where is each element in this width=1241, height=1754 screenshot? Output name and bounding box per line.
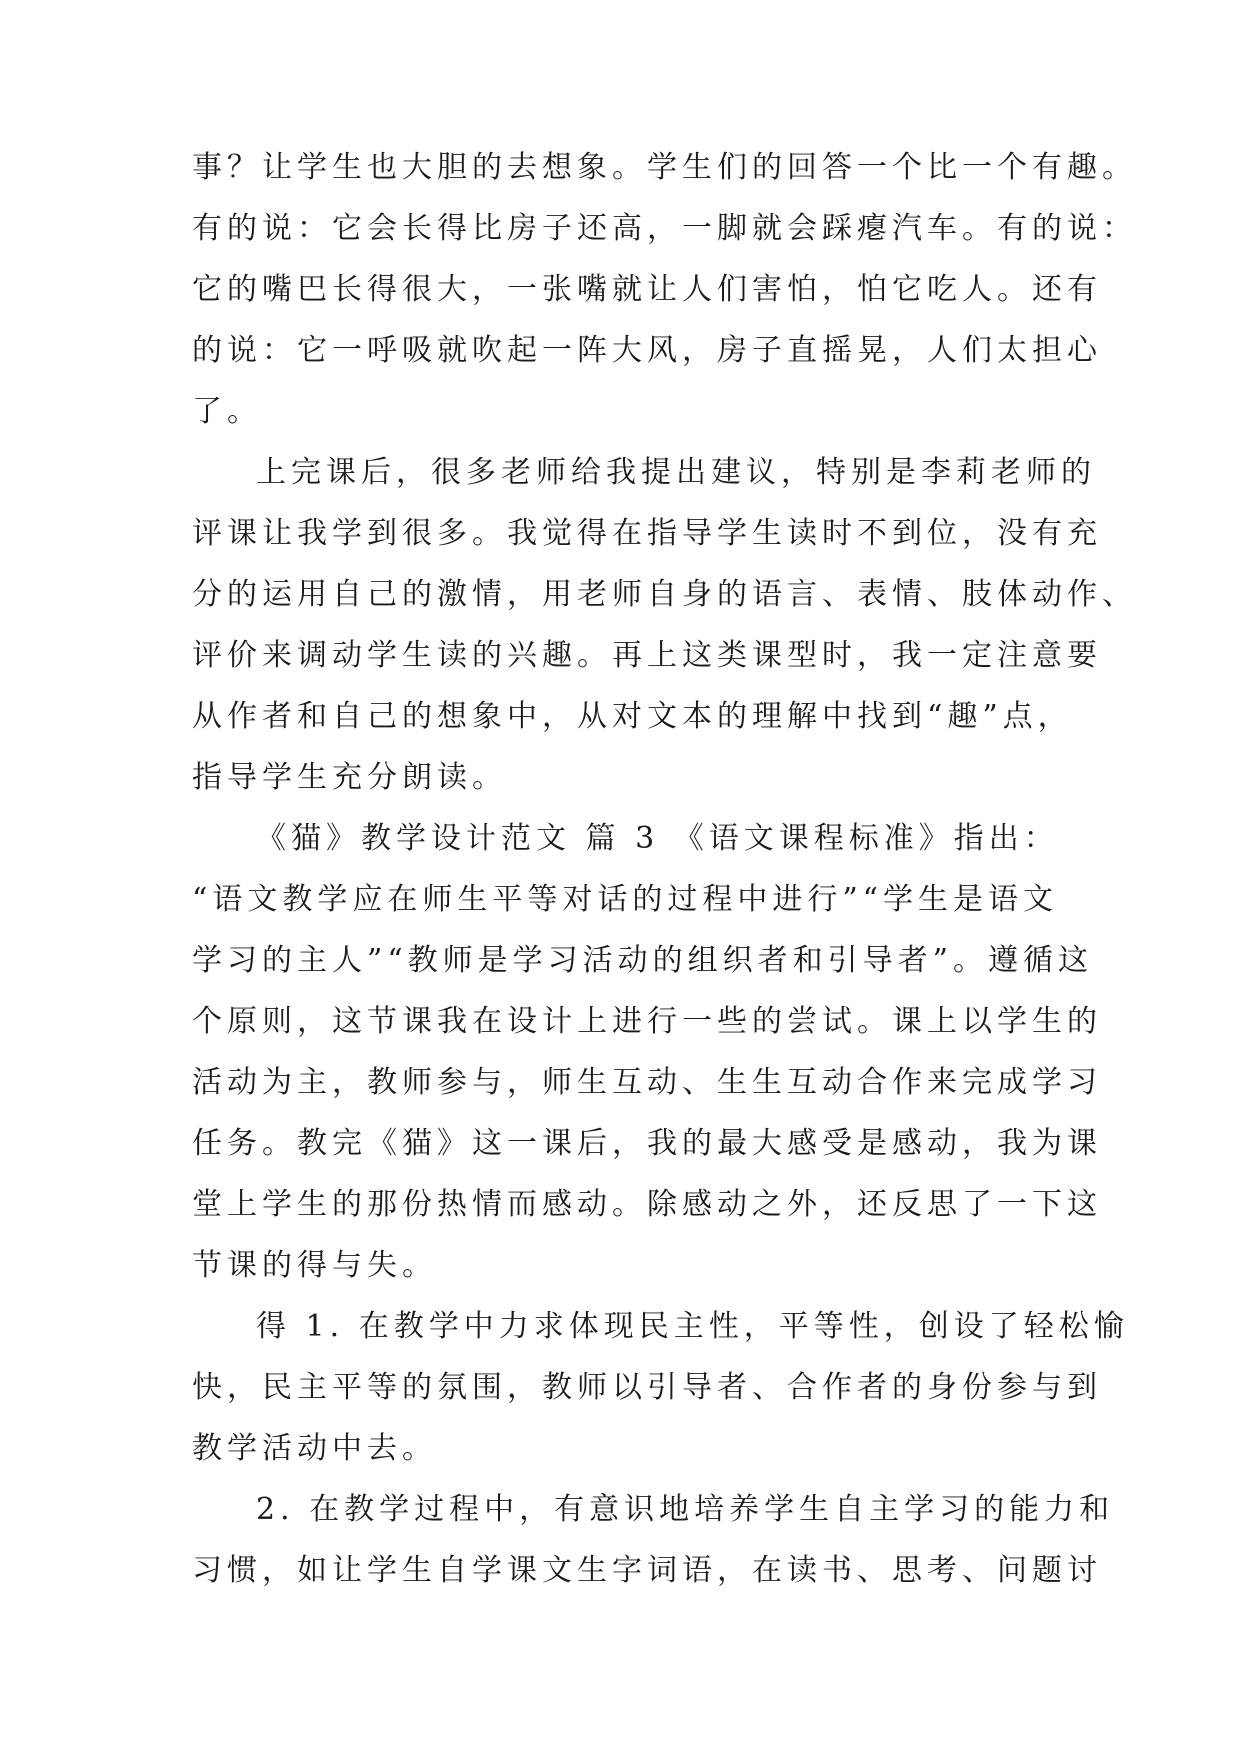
text-line: 事？让学生也大胆的去想象。学生们的回答一个比一个有趣。 [192,150,1137,185]
text-line: 堂上学生的那份热情而感动。除感动之外，还反思了一下这 [192,1187,1102,1222]
text-line: 个原则，这节课我在设计上进行一些的尝试。课上以学生的 [192,1004,1102,1039]
text-line: 评课让我学到很多。我觉得在指导学生读时不到位，没有充 [192,516,1102,551]
text-line: 快，民主平等的氛围，教师以引导者、合作者的身份参与到 [192,1370,1102,1405]
text-line: 的说：它一呼吸就吹起一阵大风，房子直摇晃，人们太担心 [192,333,1102,368]
text-line: 分的运用自己的激情，用老师自身的语言、表情、肢体动作、 [192,577,1137,612]
text-line: 节课的得与失。 [192,1248,437,1283]
text-line: 指导学生充分朗读。 [192,760,507,795]
text-line: 它的嘴巴长得很大，一张嘴就让人们害怕，怕它吃人。还有 [192,272,1102,307]
text-line: 习惯，如让学生自学课文生字词语，在读书、思考、问题讨 [192,1553,1102,1588]
section-heading: 《猫》教学设计范文 篇 3 《语文课程标准》指出： [256,821,1059,856]
text-line: 学习的主人”“教师是学习活动的组织者和引导者”。遵循这 [192,943,1094,978]
text-line: 了。 [192,394,262,429]
text-line: 从作者和自己的想象中，从对文本的理解中找到“趣”点， [192,699,1073,734]
text-line: 评价来调动学生读的兴趣。再上这类课型时，我一定注意要 [192,638,1102,673]
paragraph-start: 2. 在教学过程中，有意识地培养学生自主学习的能力和 [256,1492,1115,1527]
text-line: 活动为主，教师参与，师生互动、生生互动合作来完成学习 [192,1065,1102,1100]
text-line: 教学活动中去。 [192,1431,437,1466]
text-line: 有的说：它会长得比房子还高，一脚就会踩瘪汽车。有的说： [192,211,1137,246]
paragraph-start: 上完课后，很多老师给我提出建议，特别是李莉老师的 [256,455,1096,490]
text-line: 任务。教完《猫》这一课后，我的最大感受是感动，我为课 [192,1126,1102,1161]
text-line: “语文教学应在师生平等对话的过程中进行”“学生是语文 [192,882,1059,917]
paragraph-start: 得 1. 在教学中力求体现民主性，平等性，创设了轻松愉 [256,1309,1129,1344]
